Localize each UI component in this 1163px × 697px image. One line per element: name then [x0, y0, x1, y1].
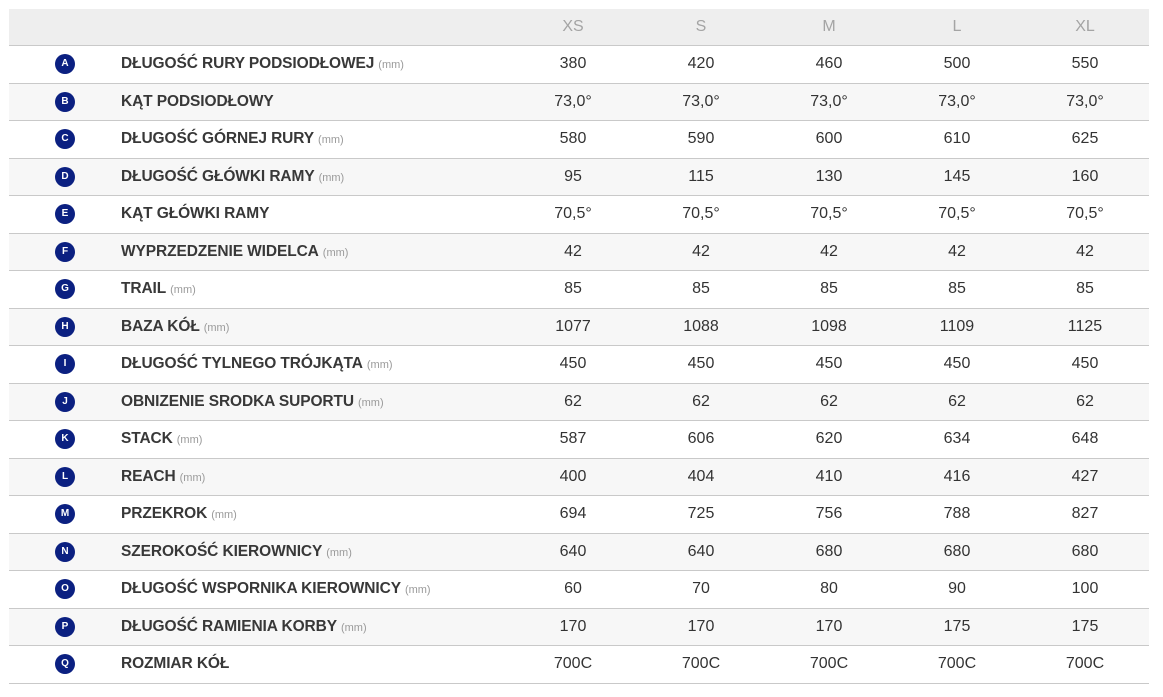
value-cell-xl: 827 [1021, 496, 1149, 534]
value-cell-xs: 60 [509, 571, 637, 609]
measurement-name: DŁUGOŚĆ RAMIENIA KORBY [121, 617, 337, 635]
value-cell-xs: 587 [509, 421, 637, 459]
value-cell-s: 1088 [637, 308, 765, 346]
table-row [9, 271, 1149, 309]
value-cell-xl: 70,5° [1021, 196, 1149, 234]
row-letter-badge: M [55, 504, 75, 524]
measurement-name: DŁUGOŚĆ GÓRNEJ RURY [121, 130, 315, 148]
value-cell-m: 680 [765, 533, 893, 571]
value-cell-m: 620 [765, 421, 893, 459]
value-cell-xl: 450 [1021, 346, 1149, 384]
row-letter-badge: G [55, 279, 75, 299]
measurement-name: OBNIZENIE SRODKA SUPORTU [121, 392, 354, 410]
value-cell-m: 62 [765, 383, 893, 421]
value-cell-xs: 1077 [509, 308, 637, 346]
value-cell-s: 404 [637, 458, 765, 496]
value-cell-xs: 400 [509, 458, 637, 496]
measurement-unit: (mm) [203, 321, 230, 334]
table-row [9, 46, 1149, 84]
row-letter-badge: I [55, 354, 75, 374]
value-cell-xs: 380 [509, 46, 637, 84]
header-empty-badge [9, 9, 121, 46]
measurement-label-cell [121, 533, 509, 571]
value-cell-m: 73,0° [765, 83, 893, 121]
row-letter-badge: L [55, 467, 75, 487]
value-cell-l: 450 [893, 346, 1021, 384]
table-row [9, 571, 1149, 609]
badge-cell [9, 308, 121, 346]
badge-cell [9, 646, 121, 684]
value-cell-xl: 73,0° [1021, 83, 1149, 121]
badge-cell [9, 608, 121, 646]
value-cell-s: 725 [637, 496, 765, 534]
value-cell-xl: 625 [1021, 121, 1149, 159]
value-cell-l: 680 [893, 533, 1021, 571]
value-cell-m: 410 [765, 458, 893, 496]
measurement-name: REACH [121, 467, 176, 485]
value-cell-m: 450 [765, 346, 893, 384]
measurement-unit: (mm) [326, 546, 352, 559]
measurement-name: KĄT PODSIODŁOWY [121, 92, 274, 110]
value-cell-xl: 175 [1021, 608, 1149, 646]
value-cell-xl: 42 [1021, 233, 1149, 271]
value-cell-xs: 95 [509, 158, 637, 196]
measurement-unit: (mm) [170, 284, 196, 297]
measurement-unit: (mm) [357, 396, 384, 409]
value-cell-m: 42 [765, 233, 893, 271]
value-cell-l: 90 [893, 571, 1021, 609]
value-cell-m: 700C [765, 646, 893, 684]
geometry-table-body [9, 46, 1149, 684]
value-cell-l: 42 [893, 233, 1021, 271]
value-cell-m: 756 [765, 496, 893, 534]
row-letter-badge: N [55, 542, 75, 562]
measurement-name: KĄT GŁÓWKI RAMY [121, 205, 270, 223]
value-cell-xs: 450 [509, 346, 637, 384]
measurement-unit: (mm) [176, 434, 203, 447]
table-row [9, 533, 1149, 571]
value-cell-s: 700C [637, 646, 765, 684]
row-letter-badge: F [55, 242, 75, 262]
measurement-name: TRAIL [121, 280, 167, 298]
badge-cell [9, 533, 121, 571]
value-cell-m: 85 [765, 271, 893, 309]
badge-cell [9, 571, 121, 609]
value-cell-l: 70,5° [893, 196, 1021, 234]
measurement-name: DŁUGOŚĆ GŁÓWKI RAMY [121, 167, 315, 185]
value-cell-xs: 62 [509, 383, 637, 421]
value-cell-s: 170 [637, 608, 765, 646]
value-cell-xs: 694 [509, 496, 637, 534]
table-row [9, 196, 1149, 234]
value-cell-s: 590 [637, 121, 765, 159]
value-cell-xl: 1125 [1021, 308, 1149, 346]
value-cell-xs: 85 [509, 271, 637, 309]
value-cell-s: 85 [637, 271, 765, 309]
measurement-name: SZEROKOŚĆ KIEROWNICY [121, 542, 323, 560]
measurement-label-cell [121, 121, 509, 159]
badge-cell [9, 196, 121, 234]
measurement-label-cell [121, 421, 509, 459]
value-cell-l: 416 [893, 458, 1021, 496]
measurement-label-cell [121, 646, 509, 684]
value-cell-s: 640 [637, 533, 765, 571]
table-row [9, 233, 1149, 271]
value-cell-m: 80 [765, 571, 893, 609]
value-cell-l: 175 [893, 608, 1021, 646]
row-letter-badge: C [55, 129, 75, 149]
value-cell-l: 634 [893, 421, 1021, 459]
measurement-name: ROZMIAR KÓŁ [121, 655, 230, 673]
value-cell-m: 600 [765, 121, 893, 159]
table-row [9, 83, 1149, 121]
table-row [9, 121, 1149, 159]
value-cell-s: 62 [637, 383, 765, 421]
table-row [9, 608, 1149, 646]
measurement-label-cell [121, 233, 509, 271]
value-cell-xs: 170 [509, 608, 637, 646]
measurement-label-cell [121, 83, 509, 121]
row-letter-badge: Q [55, 654, 75, 674]
row-letter-badge: P [55, 617, 75, 637]
value-cell-m: 170 [765, 608, 893, 646]
measurement-unit: (mm) [318, 171, 345, 184]
value-cell-l: 73,0° [893, 83, 1021, 121]
measurement-label-cell [121, 346, 509, 384]
value-cell-xl: 427 [1021, 458, 1149, 496]
value-cell-xs: 580 [509, 121, 637, 159]
measurement-unit: (mm) [211, 509, 237, 522]
value-cell-l: 500 [893, 46, 1021, 84]
row-letter-badge: H [55, 317, 75, 337]
value-cell-l: 700C [893, 646, 1021, 684]
measurement-unit: (mm) [404, 584, 431, 597]
size-header-m: M [765, 9, 893, 46]
measurement-label-cell [121, 496, 509, 534]
measurement-unit: (mm) [340, 621, 367, 634]
value-cell-m: 130 [765, 158, 893, 196]
row-letter-badge: E [55, 204, 75, 224]
value-cell-l: 145 [893, 158, 1021, 196]
value-cell-xs: 70,5° [509, 196, 637, 234]
value-cell-l: 788 [893, 496, 1021, 534]
value-cell-s: 606 [637, 421, 765, 459]
measurement-unit: (mm) [322, 246, 349, 259]
table-row [9, 308, 1149, 346]
measurement-unit: (mm) [366, 359, 393, 372]
value-cell-l: 85 [893, 271, 1021, 309]
value-cell-xl: 700C [1021, 646, 1149, 684]
row-letter-badge: A [55, 54, 75, 74]
measurement-name: DŁUGOŚĆ RURY PODSIODŁOWEJ [121, 55, 375, 73]
value-cell-m: 1098 [765, 308, 893, 346]
value-cell-xl: 550 [1021, 46, 1149, 84]
table-row [9, 496, 1149, 534]
measurement-label-cell [121, 196, 509, 234]
table-row [9, 158, 1149, 196]
value-cell-xs: 700C [509, 646, 637, 684]
value-cell-xs: 42 [509, 233, 637, 271]
size-header-xl: XL [1021, 9, 1149, 46]
measurement-label-cell [121, 383, 509, 421]
value-cell-s: 70,5° [637, 196, 765, 234]
measurement-unit: (mm) [179, 471, 206, 484]
measurement-label-cell [121, 571, 509, 609]
row-letter-badge: B [55, 92, 75, 112]
value-cell-m: 460 [765, 46, 893, 84]
measurement-label-cell [121, 458, 509, 496]
value-cell-xs: 640 [509, 533, 637, 571]
geometry-table [9, 9, 1149, 684]
table-row [9, 346, 1149, 384]
row-letter-badge: K [55, 429, 75, 449]
value-cell-s: 450 [637, 346, 765, 384]
measurement-name: WYPRZEDZENIE WIDELCA [121, 242, 319, 260]
measurement-name: STACK [121, 430, 173, 448]
badge-cell [9, 271, 121, 309]
row-letter-badge: J [55, 392, 75, 412]
value-cell-l: 610 [893, 121, 1021, 159]
size-header-xs: XS [509, 9, 637, 46]
table-row [9, 458, 1149, 496]
value-cell-xl: 160 [1021, 158, 1149, 196]
value-cell-xs: 73,0° [509, 83, 637, 121]
value-cell-xl: 85 [1021, 271, 1149, 309]
value-cell-l: 62 [893, 383, 1021, 421]
measurement-label-cell [121, 608, 509, 646]
badge-cell [9, 158, 121, 196]
row-letter-badge: D [55, 167, 75, 187]
measurement-name: DŁUGOŚĆ WSPORNIKA KIEROWNICY [121, 580, 401, 598]
measurement-name: PRZEKROK [121, 505, 208, 523]
measurement-unit: (mm) [378, 59, 404, 72]
measurement-unit: (mm) [318, 134, 344, 147]
table-row [9, 421, 1149, 459]
value-cell-s: 70 [637, 571, 765, 609]
size-header-l: L [893, 9, 1021, 46]
measurement-label-cell [121, 271, 509, 309]
value-cell-s: 73,0° [637, 83, 765, 121]
badge-cell [9, 46, 121, 84]
badge-cell [9, 233, 121, 271]
badge-cell [9, 346, 121, 384]
row-letter-badge: O [55, 579, 75, 599]
measurement-label-cell [121, 46, 509, 84]
value-cell-m: 70,5° [765, 196, 893, 234]
measurement-label-cell [121, 308, 509, 346]
value-cell-l: 1109 [893, 308, 1021, 346]
badge-cell [9, 458, 121, 496]
size-header-row [9, 9, 1149, 46]
badge-cell [9, 496, 121, 534]
badge-cell [9, 383, 121, 421]
measurement-name: BAZA KÓŁ [121, 317, 200, 335]
table-row [9, 646, 1149, 684]
size-header-s: S [637, 9, 765, 46]
value-cell-xl: 648 [1021, 421, 1149, 459]
value-cell-xl: 62 [1021, 383, 1149, 421]
value-cell-s: 115 [637, 158, 765, 196]
badge-cell [9, 83, 121, 121]
value-cell-s: 420 [637, 46, 765, 84]
badge-cell [9, 421, 121, 459]
value-cell-xl: 680 [1021, 533, 1149, 571]
measurement-label-cell [121, 158, 509, 196]
badge-cell [9, 121, 121, 159]
value-cell-xl: 100 [1021, 571, 1149, 609]
header-empty-label [121, 9, 509, 46]
table-row [9, 383, 1149, 421]
value-cell-s: 42 [637, 233, 765, 271]
measurement-name: DŁUGOŚĆ TYLNEGO TRÓJKĄTA [121, 355, 363, 373]
